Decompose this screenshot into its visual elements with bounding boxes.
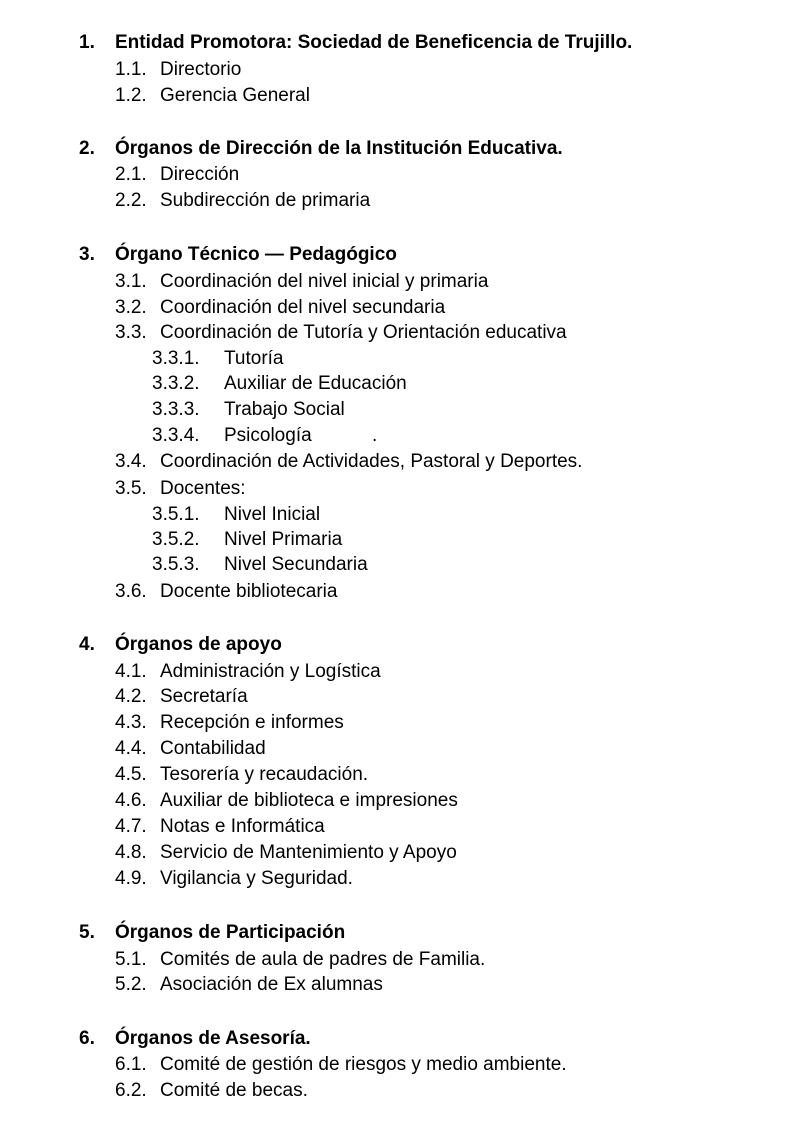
section-title: Órganos de apoyo bbox=[115, 634, 282, 655]
item-text: Recepción e informes bbox=[160, 712, 344, 733]
item-text: Comités de aula de padres de Familia. bbox=[160, 949, 486, 970]
subitem-number: 3.3.1. bbox=[152, 348, 200, 369]
item-text: Gerencia General bbox=[160, 85, 310, 106]
stray-period: . bbox=[372, 425, 378, 446]
item-number: 4.6. bbox=[115, 790, 147, 811]
section-number: 6. bbox=[79, 1028, 95, 1049]
item-number: 5.1. bbox=[115, 949, 147, 970]
item-number: 2.1. bbox=[115, 164, 147, 185]
item-number: 5.2. bbox=[115, 974, 147, 995]
subitem-number: 3.5.1. bbox=[152, 504, 200, 525]
item-number: 4.5. bbox=[115, 764, 147, 785]
item-number: 3.2. bbox=[115, 297, 147, 318]
subitem-number: 3.5.3. bbox=[152, 554, 200, 575]
item-number: 4.2. bbox=[115, 686, 147, 707]
item-text: Dirección bbox=[160, 164, 240, 185]
item-text: Docente bibliotecaria bbox=[160, 581, 338, 602]
item-number: 4.4. bbox=[115, 738, 147, 759]
subitem-text: Tutoría bbox=[224, 348, 284, 369]
item-text: Coordinación de Tutoría y Orientación educativa bbox=[160, 322, 567, 343]
item-text: Coordinación del nivel inicial y primaria bbox=[160, 271, 489, 292]
item-text: Comité de becas. bbox=[160, 1080, 308, 1101]
subitem-number: 3.3.4. bbox=[152, 425, 200, 446]
subitem-number: 3.3.2. bbox=[152, 373, 200, 394]
section-number: 4. bbox=[79, 634, 95, 655]
section-number: 2. bbox=[79, 138, 95, 159]
item-number: 3.4. bbox=[115, 451, 147, 472]
item-number: 4.1. bbox=[115, 661, 147, 682]
section-number: 5. bbox=[79, 922, 95, 943]
subitem-number: 3.3.3. bbox=[152, 399, 200, 420]
item-number: 3.3. bbox=[115, 322, 147, 343]
item-text: Coordinación de Actividades, Pastoral y Deportes. bbox=[160, 451, 583, 472]
item-text: Comité de gestión de riesgos y medio ambiente. bbox=[160, 1054, 567, 1075]
item-number: 3.1. bbox=[115, 271, 147, 292]
item-text: Coordinación del nivel secundaria bbox=[160, 297, 446, 318]
subitem-text: Nivel Inicial bbox=[224, 504, 321, 525]
item-text: Secretaría bbox=[160, 686, 248, 707]
item-number: 4.7. bbox=[115, 816, 147, 837]
subitem-text: Auxiliar de Educación bbox=[224, 373, 407, 394]
item-number: 3.6. bbox=[115, 581, 147, 602]
item-text: Servicio de Mantenimiento y Apoyo bbox=[160, 842, 457, 863]
item-text: Administración y Logística bbox=[160, 661, 381, 682]
section-title: Entidad Promotora: Sociedad de Beneficencia de Trujillo. bbox=[115, 32, 633, 53]
item-text: Contabilidad bbox=[160, 738, 266, 759]
section-number: 1. bbox=[79, 32, 95, 53]
item-number: 6.1. bbox=[115, 1054, 147, 1075]
subitem-text: Psicología bbox=[224, 425, 312, 446]
item-text: Auxiliar de biblioteca e impresiones bbox=[160, 790, 458, 811]
subitem-text: Trabajo Social bbox=[224, 399, 345, 420]
item-number: 3.5. bbox=[115, 478, 147, 499]
section-title: Órganos de Participación bbox=[115, 922, 346, 943]
item-number: 4.9. bbox=[115, 868, 147, 889]
item-number: 1.1. bbox=[115, 59, 147, 80]
section-title: Órganos de Asesoría. bbox=[115, 1028, 311, 1049]
item-text: Tesorería y recaudación. bbox=[160, 764, 369, 785]
item-text: Asociación de Ex alumnas bbox=[160, 974, 383, 995]
item-number: 6.2. bbox=[115, 1080, 147, 1101]
subitem-text: Nivel Primaria bbox=[224, 529, 343, 550]
item-text: Subdirección de primaria bbox=[160, 190, 371, 211]
subitem-text: Nivel Secundaria bbox=[224, 554, 368, 575]
section-number: 3. bbox=[79, 244, 95, 265]
item-text: Directorio bbox=[160, 59, 242, 80]
item-number: 4.3. bbox=[115, 712, 147, 733]
item-number: 1.2. bbox=[115, 85, 147, 106]
item-number: 2.2. bbox=[115, 190, 147, 211]
section-title: Órganos de Dirección de la Institución Educativa. bbox=[115, 138, 563, 159]
section-title: Órgano Técnico — Pedagógico bbox=[115, 244, 397, 265]
item-number: 4.8. bbox=[115, 842, 147, 863]
item-text: Vigilancia y Seguridad. bbox=[160, 868, 353, 889]
item-text: Docentes: bbox=[160, 478, 246, 499]
item-text: Notas e Informática bbox=[160, 816, 325, 837]
subitem-number: 3.5.2. bbox=[152, 529, 200, 550]
